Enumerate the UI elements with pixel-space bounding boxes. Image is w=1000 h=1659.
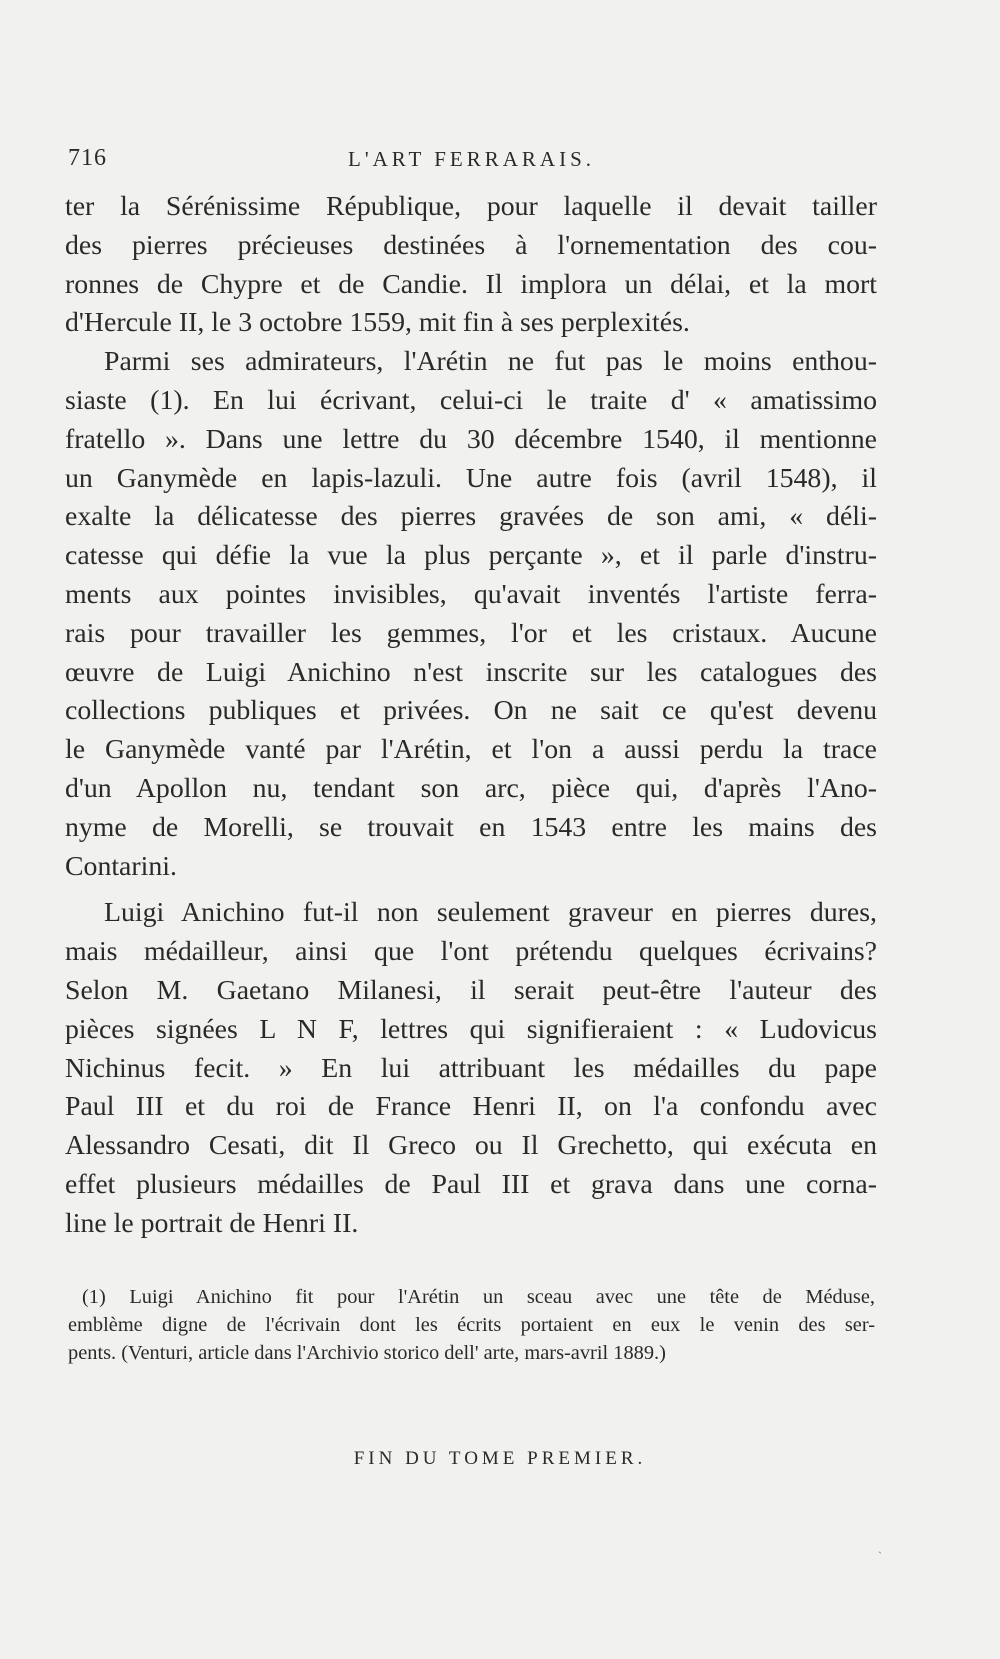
text-line: catesse qui défie la vue la plus perçante », et il parle d'instru- — [65, 540, 877, 572]
running-title: L'ART FERRARAIS. — [348, 147, 596, 171]
page-header — [68, 145, 880, 179]
text-line: d'Hercule II, le 3 octobre 1559, mit fin à ses perplexités. — [65, 307, 690, 339]
footnote-line: (1) Luigi Anichino fit pour l'Arétin un sceau avec une tête de Méduse, — [82, 1286, 875, 1308]
text-line: siaste (1). En lui écrivant, celui-ci le traite d' « amatissimo — [65, 384, 877, 416]
paragraph — [65, 343, 877, 886]
text-line: Selon M. Gaetano Milanesi, il serait peut-être l'auteur des — [65, 974, 877, 1006]
footnote-line: pents. (Venturi, article dans l'Archivio storico dell' arte, mars-avril 1889.) — [68, 1342, 666, 1364]
text-line: exalte la délicatesse des pierres gravées de son ami, « déli- — [65, 501, 877, 533]
page-number: 716 — [68, 145, 107, 171]
text-line: pièces signées L N F, lettres qui signifieraient : « Ludovicus — [65, 1013, 877, 1045]
footnote-line: emblème digne de l'écrivain dont les écrits portaient en eux le venin des ser- — [68, 1314, 875, 1336]
paragraph — [65, 894, 877, 1243]
body-text — [65, 188, 877, 1244]
text-line: ter la Sérénissime République, pour laquelle il devait tailler — [65, 191, 877, 222]
scan-mark: ˏ — [878, 1540, 882, 1554]
text-line: le Ganymède vanté par l'Arétin, et l'on a aussi perdu la trace — [65, 734, 877, 766]
text-line: ments aux pointes invisibles, qu'avait inventés l'artiste ferra- — [65, 578, 877, 610]
footnote — [68, 1283, 875, 1367]
text-line: line le portrait de Henri II. — [65, 1207, 359, 1239]
text-line: nyme de Morelli, se trouvait en 1543 entre les mains des — [65, 811, 877, 843]
text-line: un Ganymède en lapis-lazuli. Une autre fois (avril 1548), il — [65, 462, 877, 494]
text-line: œuvre de Luigi Anichino n'est inscrite sur les catalogues des — [65, 656, 877, 688]
text-line: mais médailleur, ainsi que l'ont prétendu quelques écrivains? — [65, 936, 877, 968]
text-line: Alessandro Cesati, dit Il Greco ou Il Grechetto, qui exécuta en — [65, 1130, 877, 1162]
text-line: fratello ». Dans une lettre du 30 décembre 1540, il mentionne — [65, 423, 877, 455]
text-line: Nichinus fecit. » En lui attribuant les médailles du pape — [65, 1052, 877, 1084]
text-line: Parmi ses admirateurs, l'Arétin ne fut pas le moins enthou- — [104, 346, 877, 378]
end-of-volume-note: FIN DU TOME PREMIER. — [353, 1448, 647, 1469]
text-line: Contarini. — [65, 850, 177, 882]
text-line: ronnes de Chypre et de Candie. Il implora un délai, et la mort — [65, 268, 877, 300]
text-line: des pierres précieuses destinées à l'ornementation des cou- — [65, 229, 877, 261]
text-line: d'un Apollon nu, tendant son arc, pièce qui, d'après l'Ano- — [65, 772, 877, 804]
text-line: collections publiques et privées. On ne sait ce qu'est devenu — [65, 695, 877, 727]
text-line: effet plusieurs médailles de Paul III et grava dans une corna- — [65, 1168, 877, 1200]
text-line: Luigi Anichino fut-il non seulement graveur en pierres dures, — [104, 897, 877, 929]
text-line: rais pour travailler les gemmes, l'or et les cristaux. Aucune — [65, 617, 877, 649]
paragraph — [65, 188, 877, 343]
text-line: Paul III et du roi de France Henri II, on l'a confondu avec — [65, 1091, 877, 1123]
